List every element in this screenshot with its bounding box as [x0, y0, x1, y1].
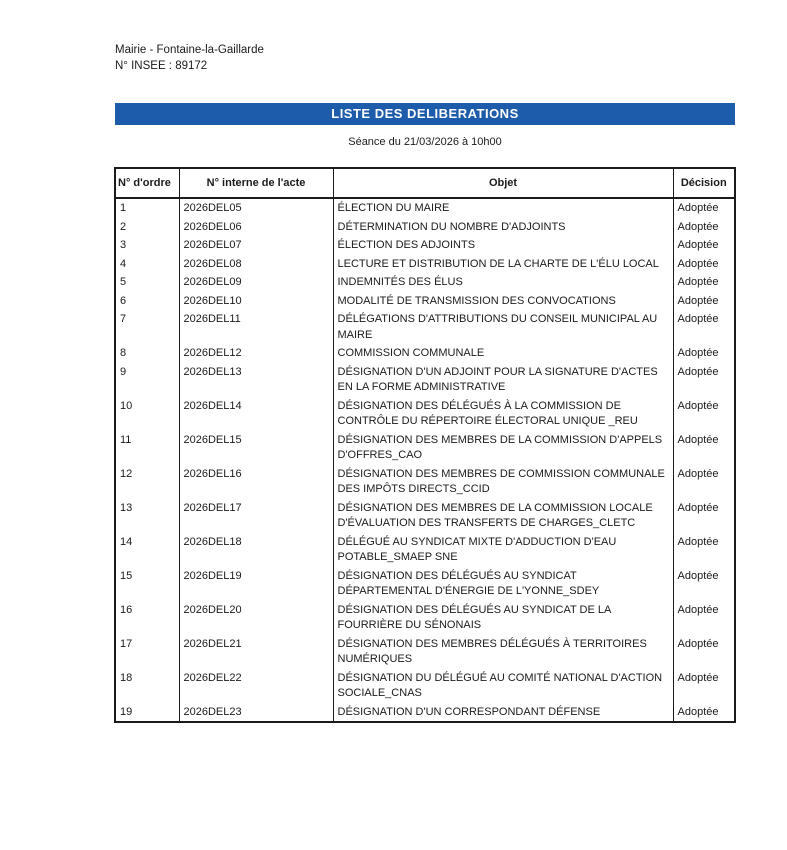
cell-subject: DÉLÉGATIONS D'ATTRIBUTIONS DU CONSEIL MUNICIPAL AU MAIRE — [333, 310, 673, 344]
cell-decision: Adoptée — [673, 255, 735, 274]
cell-decision: Adoptée — [673, 236, 735, 255]
cell-decision: Adoptée — [673, 703, 735, 723]
cell-order-number: 15 — [115, 567, 179, 601]
cell-act-number: 2026DEL13 — [179, 363, 333, 397]
cell-decision: Adoptée — [673, 218, 735, 237]
letterhead — [115, 43, 264, 74]
column-header-subject: Objet — [333, 168, 673, 198]
cell-order-number: 2 — [115, 218, 179, 237]
cell-order-number: 3 — [115, 236, 179, 255]
title-banner — [115, 103, 735, 125]
table-row — [115, 431, 735, 465]
cell-subject: DÉSIGNATION DES MEMBRES DE COMMISSION COMMUNALE DES IMPÔTS DIRECTS_CCID — [333, 465, 673, 499]
cell-subject: DÉSIGNATION DES MEMBRES DÉLÉGUÉS À TERRITOIRES NUMÉRIQUES — [333, 635, 673, 669]
table-header-row — [115, 168, 735, 198]
cell-subject: LECTURE ET DISTRIBUTION DE LA CHARTE DE L'ÉLU LOCAL — [333, 255, 673, 274]
cell-decision: Adoptée — [673, 533, 735, 567]
cell-act-number: 2026DEL12 — [179, 344, 333, 363]
cell-decision: Adoptée — [673, 669, 735, 703]
cell-order-number: 1 — [115, 198, 179, 218]
table-row — [115, 465, 735, 499]
cell-act-number: 2026DEL11 — [179, 310, 333, 344]
cell-act-number: 2026DEL06 — [179, 218, 333, 237]
column-header-order-number: N° d'ordre — [115, 168, 179, 198]
organization-name: Mairie - Fontaine-la-Gaillarde — [115, 44, 264, 56]
cell-act-number: 2026DEL09 — [179, 273, 333, 292]
cell-subject: DÉSIGNATION DES MEMBRES DE LA COMMISSION D'APPELS D'OFFRES_CAO — [333, 431, 673, 465]
column-header-decision: Décision — [673, 168, 735, 198]
cell-subject: MODALITÉ DE TRANSMISSION DES CONVOCATIONS — [333, 292, 673, 311]
session-date-line: Séance du 21/03/2026 à 10h00 — [348, 136, 502, 148]
cell-subject: INDEMNITÉS DES ÉLUS — [333, 273, 673, 292]
cell-act-number: 2026DEL07 — [179, 236, 333, 255]
cell-act-number: 2026DEL16 — [179, 465, 333, 499]
table-row — [115, 567, 735, 601]
cell-order-number: 13 — [115, 499, 179, 533]
cell-act-number: 2026DEL17 — [179, 499, 333, 533]
cell-subject: DÉSIGNATION DES MEMBRES DE LA COMMISSION LOCALE D'ÉVALUATION DES TRANSFERTS DE CHARGES_CLETC — [333, 499, 673, 533]
table-row — [115, 198, 735, 218]
table-row — [115, 601, 735, 635]
cell-order-number: 7 — [115, 310, 179, 344]
cell-subject: COMMISSION COMMUNALE — [333, 344, 673, 363]
cell-subject: DÉSIGNATION D'UN ADJOINT POUR LA SIGNATURE D'ACTES EN LA FORME ADMINISTRATIVE — [333, 363, 673, 397]
cell-decision: Adoptée — [673, 273, 735, 292]
cell-order-number: 4 — [115, 255, 179, 274]
cell-order-number: 5 — [115, 273, 179, 292]
table-row — [115, 310, 735, 344]
cell-act-number: 2026DEL20 — [179, 601, 333, 635]
cell-order-number: 8 — [115, 344, 179, 363]
deliberations-table-body — [115, 198, 735, 722]
cell-subject: DÉSIGNATION DES DÉLÉGUÉS AU SYNDICAT DE LA FOURRIÈRE DU SÉNONAIS — [333, 601, 673, 635]
insee-number: N° INSEE : 89172 — [115, 59, 208, 72]
table-row — [115, 273, 735, 292]
cell-decision: Adoptée — [673, 431, 735, 465]
table-row — [115, 363, 735, 397]
cell-order-number: 11 — [115, 431, 179, 465]
table-row — [115, 499, 735, 533]
cell-act-number: 2026DEL22 — [179, 669, 333, 703]
cell-subject: DÉLÉGUÉ AU SYNDICAT MIXTE D'ADDUCTION D'EAU POTABLE_SMAEP SNE — [333, 533, 673, 567]
cell-act-number: 2026DEL05 — [179, 198, 333, 218]
document-title: LISTE DES DELIBERATIONS — [331, 106, 519, 121]
table-row — [115, 397, 735, 431]
table-row — [115, 703, 735, 723]
table-row — [115, 533, 735, 567]
cell-act-number: 2026DEL15 — [179, 431, 333, 465]
cell-order-number: 9 — [115, 363, 179, 397]
table-row — [115, 255, 735, 274]
cell-subject: DÉSIGNATION D'UN CORRESPONDANT DÉFENSE — [333, 703, 673, 723]
cell-order-number: 14 — [115, 533, 179, 567]
cell-decision: Adoptée — [673, 465, 735, 499]
cell-subject: DÉTERMINATION DU NOMBRE D'ADJOINTS — [333, 218, 673, 237]
table-row — [115, 236, 735, 255]
cell-decision: Adoptée — [673, 363, 735, 397]
deliberations-table — [114, 167, 736, 723]
cell-order-number: 17 — [115, 635, 179, 669]
cell-order-number: 12 — [115, 465, 179, 499]
cell-decision: Adoptée — [673, 198, 735, 218]
column-header-act-number: N° interne de l'acte — [179, 168, 333, 198]
table-row — [115, 292, 735, 311]
cell-decision: Adoptée — [673, 567, 735, 601]
cell-decision: Adoptée — [673, 344, 735, 363]
cell-subject: ÉLECTION DU MAIRE — [333, 198, 673, 218]
table-row — [115, 218, 735, 237]
cell-subject: ÉLECTION DES ADJOINTS — [333, 236, 673, 255]
cell-act-number: 2026DEL21 — [179, 635, 333, 669]
cell-act-number: 2026DEL10 — [179, 292, 333, 311]
cell-act-number: 2026DEL23 — [179, 703, 333, 723]
cell-decision: Adoptée — [673, 635, 735, 669]
cell-subject: DÉSIGNATION DES DÉLÉGUÉS À LA COMMISSION DE CONTRÔLE DU RÉPERTOIRE ÉLECTORAL UNIQUE _REU — [333, 397, 673, 431]
cell-order-number: 6 — [115, 292, 179, 311]
cell-decision: Adoptée — [673, 310, 735, 344]
cell-order-number: 19 — [115, 703, 179, 723]
cell-order-number: 18 — [115, 669, 179, 703]
cell-act-number: 2026DEL14 — [179, 397, 333, 431]
cell-order-number: 10 — [115, 397, 179, 431]
cell-act-number: 2026DEL19 — [179, 567, 333, 601]
table-row — [115, 635, 735, 669]
cell-subject: DÉSIGNATION DES DÉLÉGUÉS AU SYNDICAT DÉPARTEMENTAL D'ÉNERGIE DE L'YONNE_SDEY — [333, 567, 673, 601]
cell-decision: Adoptée — [673, 397, 735, 431]
cell-act-number: 2026DEL08 — [179, 255, 333, 274]
cell-decision: Adoptée — [673, 292, 735, 311]
cell-act-number: 2026DEL18 — [179, 533, 333, 567]
table-row — [115, 669, 735, 703]
table-row — [115, 344, 735, 363]
cell-decision: Adoptée — [673, 499, 735, 533]
cell-subject: DÉSIGNATION DU DÉLÉGUÉ AU COMITÉ NATIONAL D'ACTION SOCIALE_CNAS — [333, 669, 673, 703]
cell-order-number: 16 — [115, 601, 179, 635]
cell-decision: Adoptée — [673, 601, 735, 635]
